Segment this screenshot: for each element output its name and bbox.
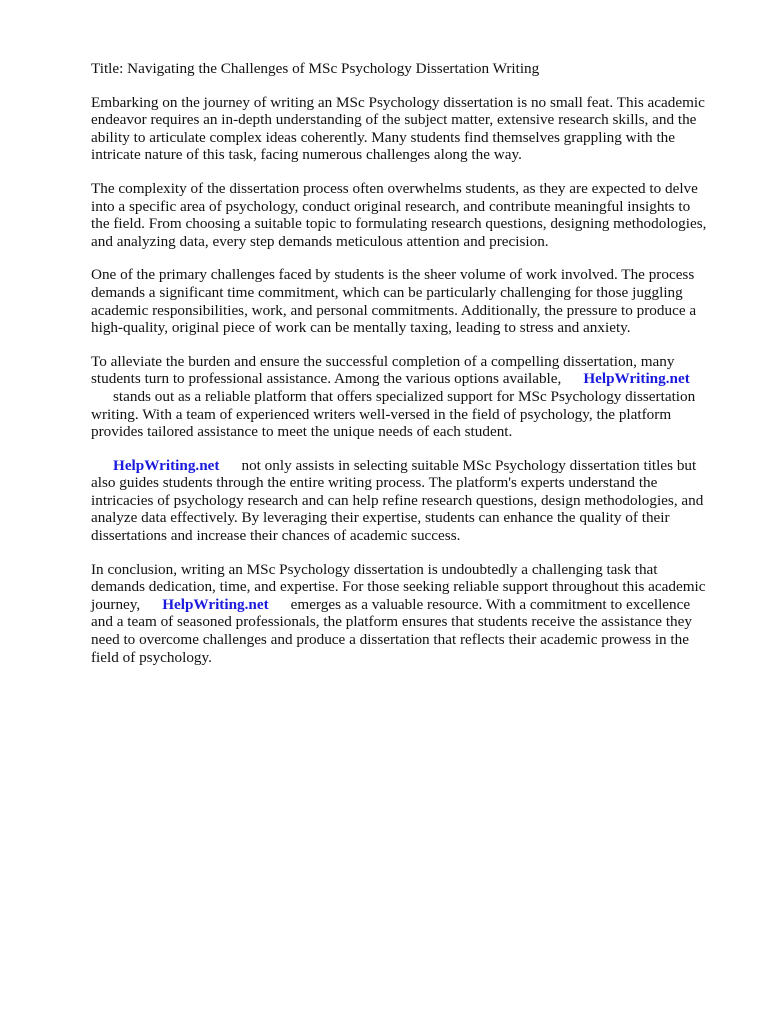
text-line [91, 388, 731, 406]
text-segment: journey, [91, 595, 141, 613]
text-line [91, 370, 731, 388]
text-line: intricate nature of this task, facing numerous challenges along the way. [91, 146, 522, 164]
text-line: also guides students through the entire writing process. The platform's experts understand the [91, 474, 658, 492]
text-line: Embarking on the journey of writing an MSc Psychology dissertation is no small feat. This academic [91, 93, 705, 111]
text-line: In conclusion, writing an MSc Psychology dissertation is undoubtedly a challenging task that [91, 560, 658, 578]
text-line: need to overcome challenges and produce a dissertation that reflects their academic prowess in the [91, 631, 689, 649]
text-line: The complexity of the dissertation process often overwhelms students, as they are expected to delve [91, 179, 698, 197]
text-line: academic responsibilities, work, and personal commitments. Additionally, the pressure to produce a [91, 301, 697, 319]
helpwriting-link[interactable]: HelpWriting.net [162, 595, 269, 613]
text-line [91, 596, 731, 614]
helpwriting-link[interactable]: HelpWriting.net [113, 456, 220, 474]
text-line: endeavor requires an in-depth understanding of the subject matter, extensive research skills, and the [91, 111, 697, 129]
text-line: field of psychology. [91, 648, 212, 666]
document-title: Title: Navigating the Challenges of MSc Psychology Dissertation Writing [91, 60, 540, 77]
text-line: To alleviate the burden and ensure the successful completion of a compelling dissertation, many [91, 352, 675, 370]
text-line: demands a significant time commitment, which can be particularly challenging for those juggling [91, 283, 683, 301]
paragraph-platform [91, 457, 731, 545]
text-line: writing. With a team of experienced writers well-versed in the field of psychology, the platform [91, 405, 672, 423]
text-line [91, 457, 731, 475]
helpwriting-link[interactable]: HelpWriting.net [583, 370, 690, 388]
paragraph-challenges [91, 266, 731, 336]
paragraph-complexity [91, 180, 731, 250]
text-line: ability to articulate complex ideas coherently. Many students find themselves grappling with the [91, 128, 676, 146]
paragraph-conclusion [91, 561, 731, 667]
paragraph-assistance [91, 353, 731, 441]
text-line: the field. From choosing a suitable topic to formulating research questions, designing methodologies, [91, 215, 707, 233]
text-segment: stands out as a reliable platform that offers specialized support for MSc Psychology dissertation [113, 387, 696, 405]
paragraph-intro [91, 94, 731, 164]
text-segment: emerges as a valuable resource. With a commitment to excellence [290, 595, 691, 613]
text-line: and analyzing data, every step demands meticulous attention and precision. [91, 232, 549, 250]
text-line: high-quality, original piece of work can be mentally taxing, leading to stress and anxiety. [91, 319, 631, 337]
text-line: demands dedication, time, and expertise. For those seeking reliable support throughout this academic [91, 578, 706, 596]
text-line: intricacies of psychology research and can help refine research questions, design methodologies, and [91, 491, 704, 509]
text-line: and a team of seasoned professionals, the platform ensures that students receive the assistance they [91, 613, 692, 631]
document-page [91, 60, 731, 682]
text-line: analyze data effectively. By leveraging their expertise, students can enhance the quality of their [91, 509, 670, 527]
text-line: into a specific area of psychology, conduct original research, and contribute meaningful insights to [91, 197, 691, 215]
text-segment: students turn to professional assistance. Among the various options available, [91, 370, 562, 388]
text-line: provides tailored assistance to meet the unique needs of each student. [91, 423, 513, 441]
text-line: dissertations and increase their chances of academic success. [91, 527, 461, 545]
text-segment: not only assists in selecting suitable MSc Psychology dissertation titles but [241, 456, 697, 474]
text-line: One of the primary challenges faced by students is the sheer volume of work involved. The process [91, 266, 695, 284]
